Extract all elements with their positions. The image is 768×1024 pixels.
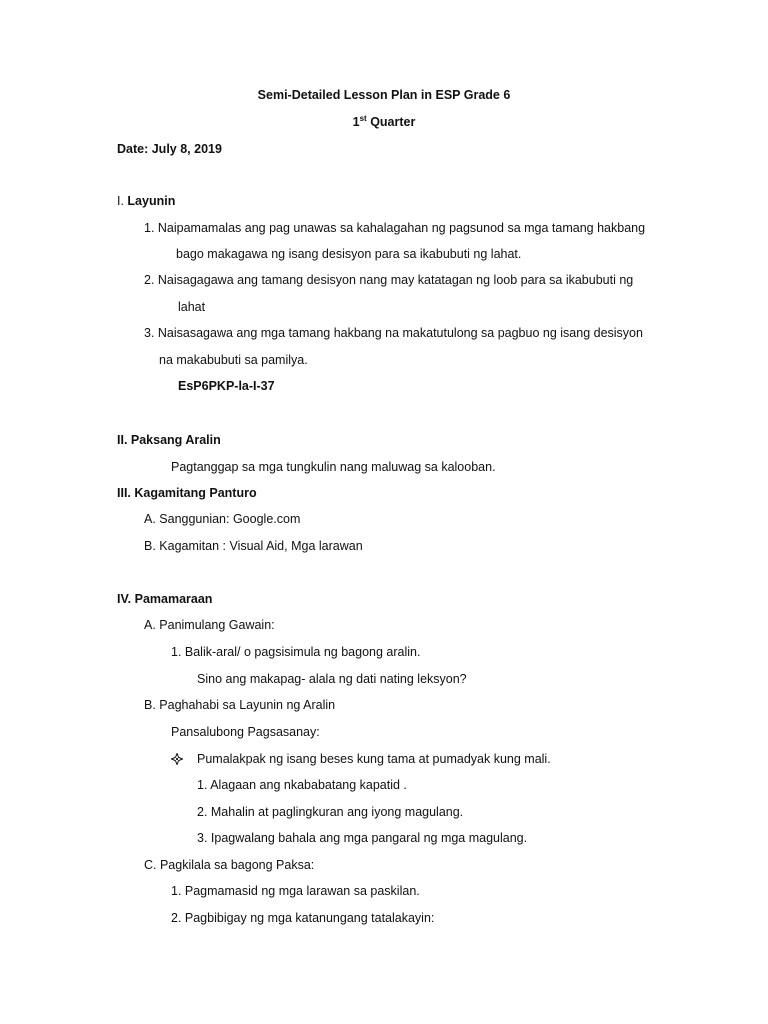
section-number: I.	[117, 194, 128, 208]
kagamitan-item: B. Kagamitan : Visual Aid, Mga larawan	[144, 539, 363, 553]
objective-2-line-1: 2. Naisagagawa ang tamang desisyon nang may katatagan ng loob para sa ikabubuti ng	[144, 273, 634, 287]
section-pamamaraan-heading: IV. Pamamaraan	[117, 592, 213, 606]
balik-aral-item: 1. Balik-aral/ o pagsisimula ng bagong aralin.	[171, 645, 421, 659]
panimulang-gawain-label: A. Panimulang Gawain:	[144, 618, 275, 632]
section-paksang-aralin-heading: II. Paksang Aralin	[117, 433, 221, 447]
quarter-number: 1	[352, 115, 360, 129]
section-kagamitang-panturo-heading: III. Kagamitang Panturo	[117, 486, 257, 500]
quarter-label	[0, 114, 768, 130]
pagkilala-item-1: 1. Pagmamasid ng mga larawan sa paskilan.	[171, 884, 420, 898]
objective-1-line-2: bago makagawa ng isang desisyon para sa ikabubuti ng lahat.	[176, 247, 522, 261]
objective-3-line-1: 3. Naisasagawa ang mga tamang hakbang na makatutulong sa pagbuo ng isang desisyon	[144, 326, 643, 340]
objective-3-line-2: na makabubuti sa pamilya.	[159, 353, 308, 367]
section-layunin-heading	[117, 193, 175, 209]
balik-aral-question: Sino ang makapag- alala ng dati nating leksyon?	[197, 672, 467, 686]
objective-2-line-2: lahat	[178, 300, 206, 314]
competency-code: EsP6PKP-la-I-37	[178, 379, 275, 393]
paghahabi-label: B. Paghahabi sa Layunin ng Aralin	[144, 698, 336, 712]
section-title: Layunin	[127, 194, 176, 208]
sanggunian-item: A. Sanggunian: Google.com	[144, 512, 301, 526]
diamond-bullet-icon	[171, 750, 183, 766]
pansalubong-item-2: 2. Mahalin at paglingkuran ang iyong magulang.	[197, 805, 464, 819]
objective-1-line-1: 1. Naipamamalas ang pag unawas sa kahalagahan ng pagsunod sa mga tamang hakbang	[144, 221, 646, 235]
pagkilala-label: C. Pagkilala sa bagong Paksa:	[144, 858, 315, 872]
paksang-aralin-text: Pagtanggap sa mga tungkulin nang maluwag sa kalooban.	[171, 460, 496, 474]
pansalubong-item-1: 1. Alagaan ang nkababatang kapatid .	[197, 778, 407, 792]
pansalubong-instruction: Pumalakpak ng isang beses kung tama at pumadyak kung mali.	[197, 752, 551, 766]
lesson-date: Date: July 8, 2019	[117, 142, 222, 156]
quarter-word: Quarter	[366, 115, 416, 129]
document-title: Semi-Detailed Lesson Plan in ESP Grade 6	[257, 88, 511, 102]
pagkilala-item-2: 2. Pagbibigay ng mga katanungang tatalakayin:	[171, 911, 435, 925]
pansalubong-item-3: 3. Ipagwalang bahala ang mga pangaral ng mga magulang.	[197, 831, 528, 845]
pansalubong-label: Pansalubong Pagsasanay:	[171, 725, 320, 739]
quarter-ordinal-suffix: st	[359, 113, 367, 123]
